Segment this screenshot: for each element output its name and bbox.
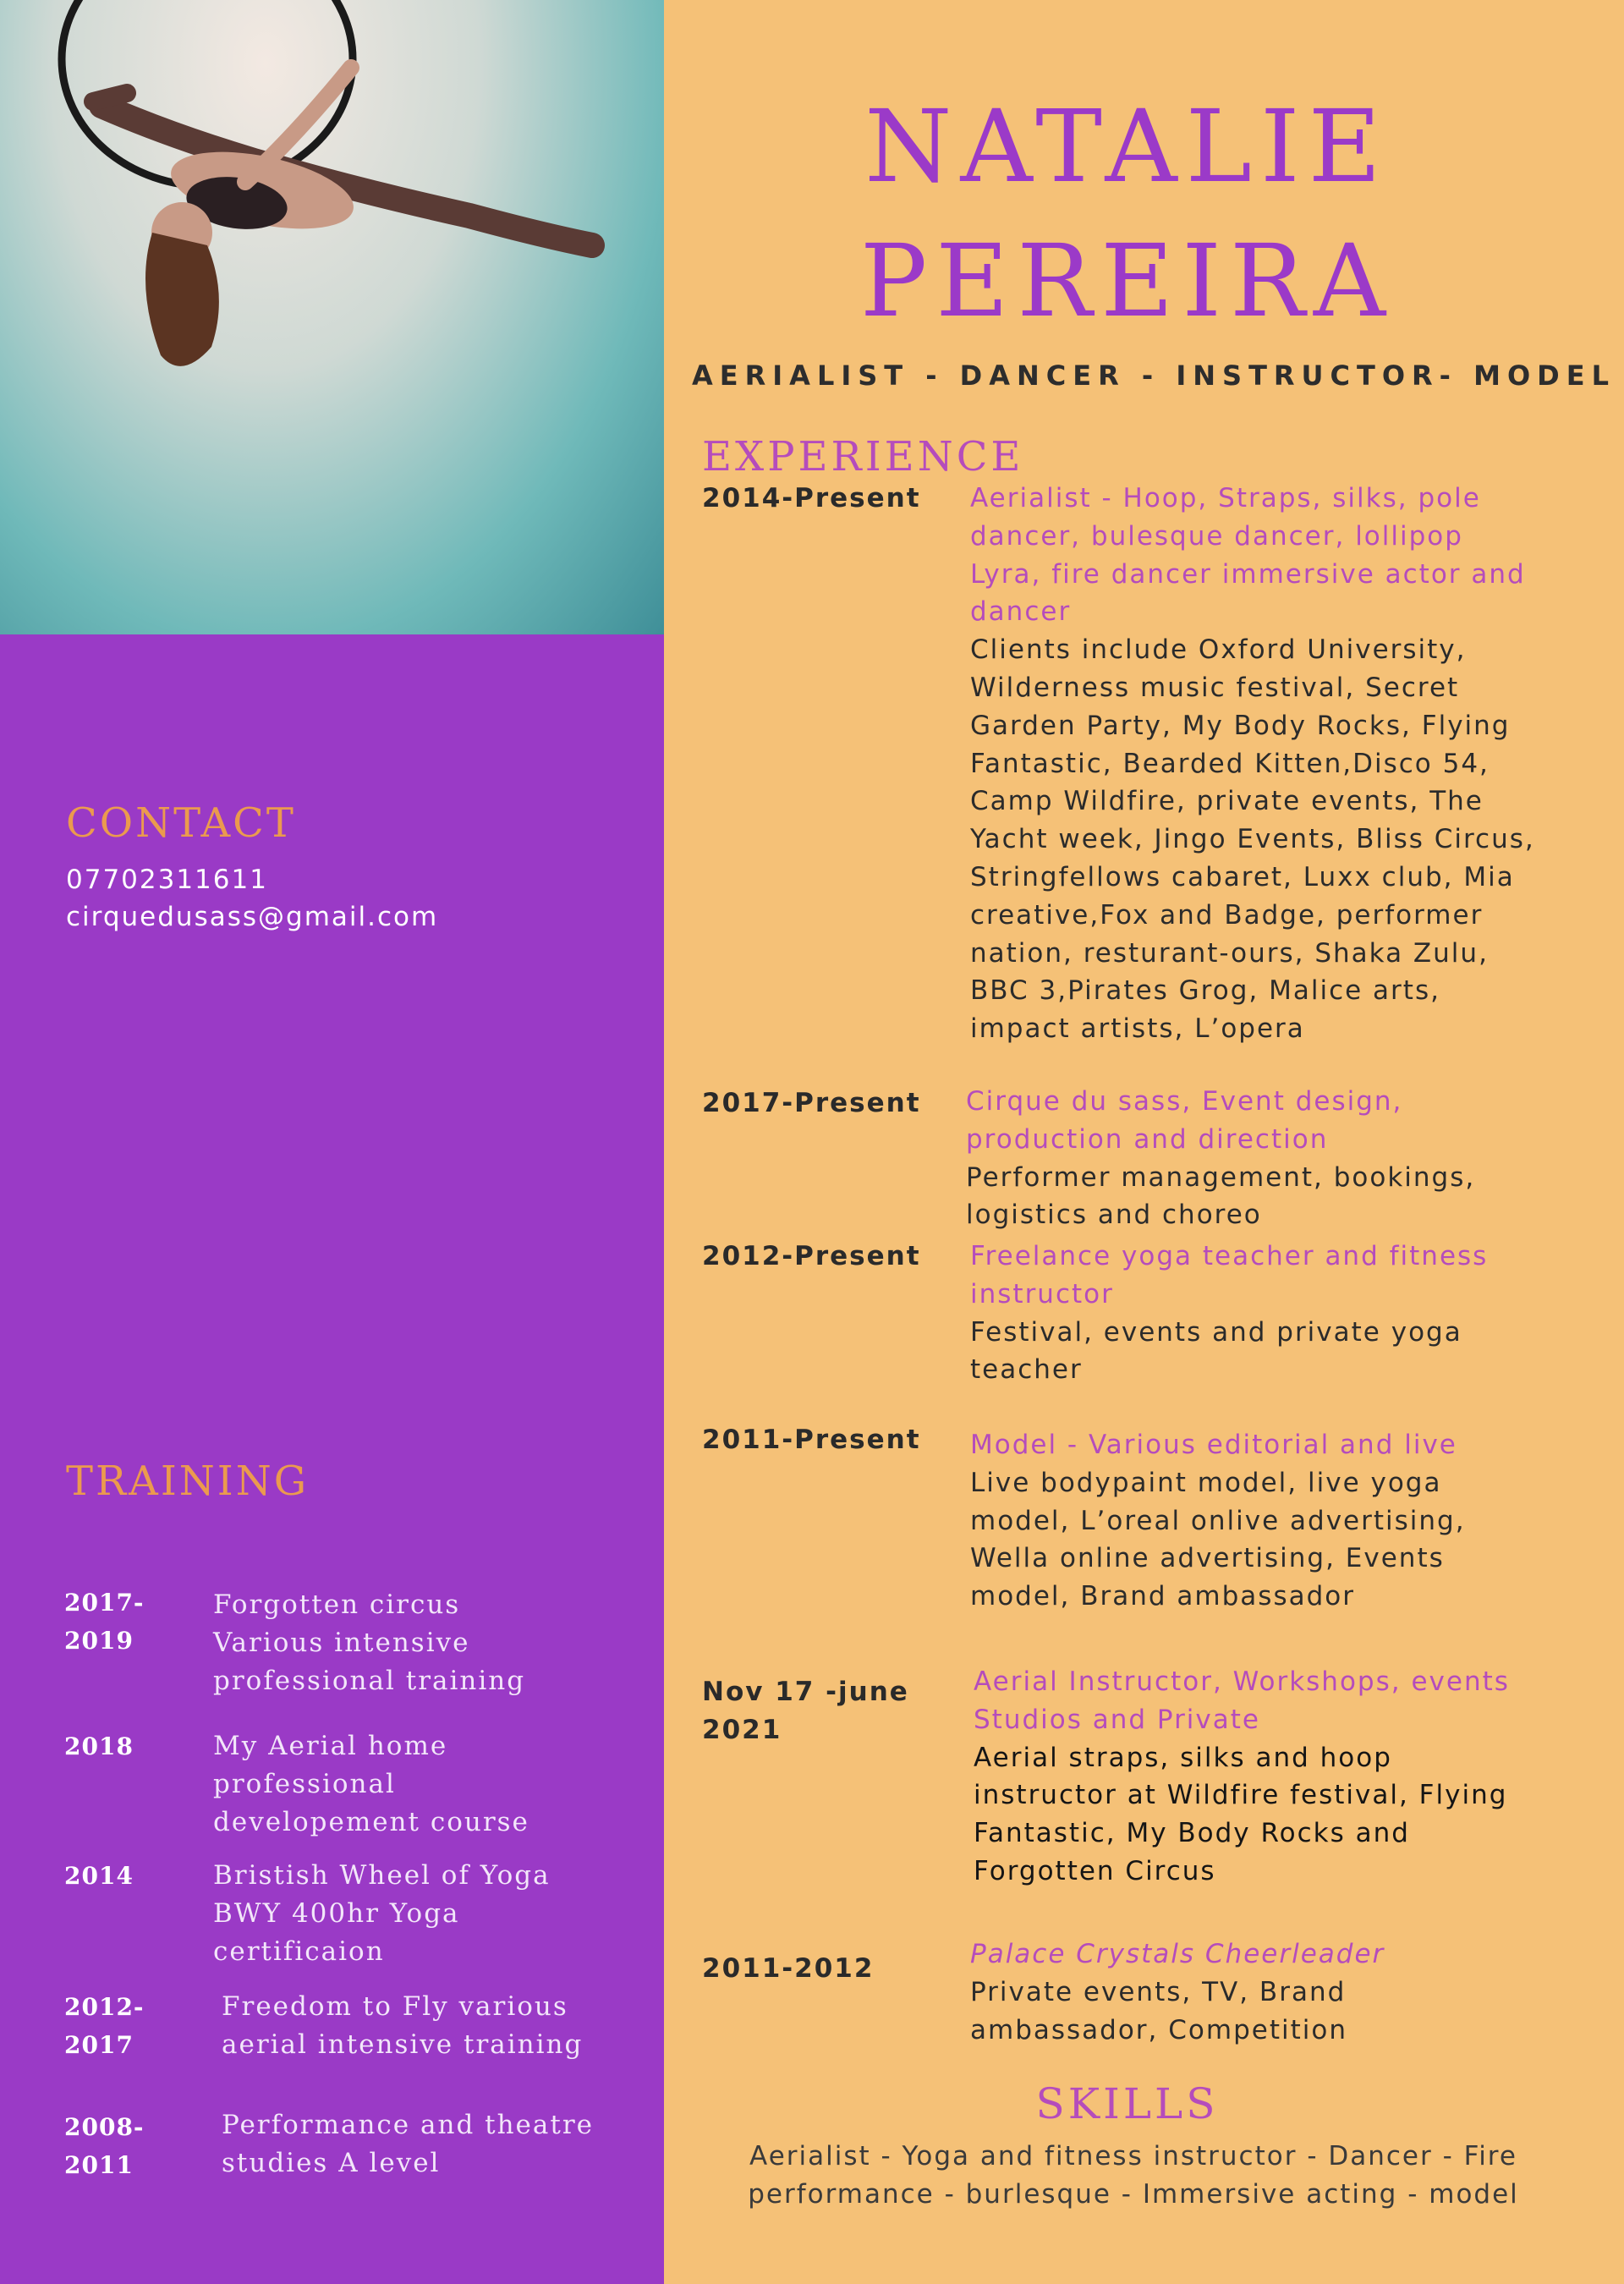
experience-date: Nov 17 -june 2021 — [702, 1677, 909, 1745]
training-description: Bristish Wheel of Yoga BWY 400hr Yoga certificaion — [213, 1860, 551, 1967]
experience-description: Live bodypaint model, live yoga — [970, 1467, 1442, 1498]
experience-heading: EXPERIENCE — [702, 433, 1024, 480]
experience-description: Festival, events and private yoga — [970, 1316, 1462, 1348]
experience-entry: Freelance yoga teacher and fitness instructor Festival, events and private yoga teacher — [970, 1238, 1613, 1389]
skills-text: Aerialist - Yoga and fitness instructor - Dancer - Fire performance - burlesque - Immersive acting - model — [748, 2141, 1519, 2210]
experience-title: Palace Crystals Cheerleader — [970, 1939, 1385, 1969]
training-description: My Aerial home professional developement course — [213, 1731, 529, 1837]
experience-entry: Cirque du sass, Event design, production and direction Performer management, bookings, logistics and choreo — [966, 1083, 1609, 1234]
experience-date: 2014-Present — [702, 483, 921, 513]
experience-title: Model - Various editorial and live — [970, 1430, 1457, 1460]
contact-phone[interactable]: 07702311611 — [66, 865, 268, 895]
experience-title: Aerialist - Hoop, Straps, silks, pole — [970, 483, 1481, 513]
name-last: PEREIRA — [859, 222, 1395, 339]
training-heading: TRAINING — [66, 1458, 310, 1505]
training-year: 2018 — [64, 1732, 134, 1760]
experience-title: Aerial Instructor, Workshops, events — [974, 1666, 1510, 1697]
experience-description: Private events, TV, Brand — [970, 1976, 1347, 2007]
experience-description: Aerial straps, silks and hoop — [974, 1742, 1392, 1773]
experience-date: 2017-Present — [702, 1088, 921, 1118]
experience-entry: Palace Crystals Cheerleader Private events, TV, Brand ambassador, Competition — [970, 1935, 1613, 2049]
training-year: 2017- 2019 — [64, 1589, 145, 1655]
aerial-hoop-image — [0, 0, 664, 634]
training-description: Forgotten circus Various intensive professional training — [213, 1589, 526, 1696]
experience-date: 2011-Present — [702, 1425, 921, 1455]
skills-heading: SKILLS — [1035, 2079, 1219, 2128]
experience-entry: Model - Various editorial and live Live bodypaint model, live yoga model, L’oreal onlive advertising, Wella online advertising, Events model, Brand ambassador — [970, 1426, 1613, 1616]
left-column — [0, 0, 664, 2284]
contact-email[interactable]: cirquedusass@gmail.com — [66, 902, 439, 932]
experience-entry: Aerial Instructor, Workshops, events Studios and Private Aerial straps, silks and hoop instructor at Wildfire festival, Flying Fantastic, My Body Rocks and Forgotten Circus — [974, 1663, 1616, 1891]
training-description: Freedom to Fly various aerial intensive training — [222, 1991, 584, 2060]
training-year: 2012- 2017 — [64, 1993, 145, 2059]
tagline: AERIALIST - DANCER - INSTRUCTOR- MODEL — [692, 360, 1616, 392]
training-year: 2008- 2011 — [64, 2113, 145, 2179]
contact-heading: CONTACT — [66, 799, 296, 847]
experience-title: Freelance yoga teacher and fitness — [970, 1241, 1489, 1271]
experience-entry: Aerialist - Hoop, Straps, silks, pole dancer, bulesque dancer, lollipop Lyra, fire dancer immersive actor and dancer Clients include Oxford University, Wilderness music festival, Secret Garden Party, My Body Rocks, Flying Fantastic, Bearded Kitten,Disco 54, Camp Wildfire, private events, The Yacht week, Jingo Events, Bliss Circus, Stringfellows cabaret, Luxx club, Mia creative,Fox and Badge, performer nation, resturant-ours, Shaka Zulu, BBC 3,Pirates Grog, Malice arts, impact artists, L’opera — [970, 480, 1613, 1048]
experience-title: Cirque du sass, Event design, — [966, 1086, 1403, 1117]
training-description: Performance and theatre studies A level — [222, 2110, 595, 2178]
training-year: 2014 — [64, 1862, 134, 1890]
experience-description: Performer management, bookings, — [966, 1161, 1476, 1193]
experience-date: 2011-2012 — [702, 1953, 875, 1984]
experience-date: 2012-Present — [702, 1241, 921, 1271]
aerialist-photo — [0, 0, 664, 634]
experience-description: Clients include Oxford University, — [970, 634, 1467, 666]
name-first: NATALIE — [864, 88, 1390, 205]
